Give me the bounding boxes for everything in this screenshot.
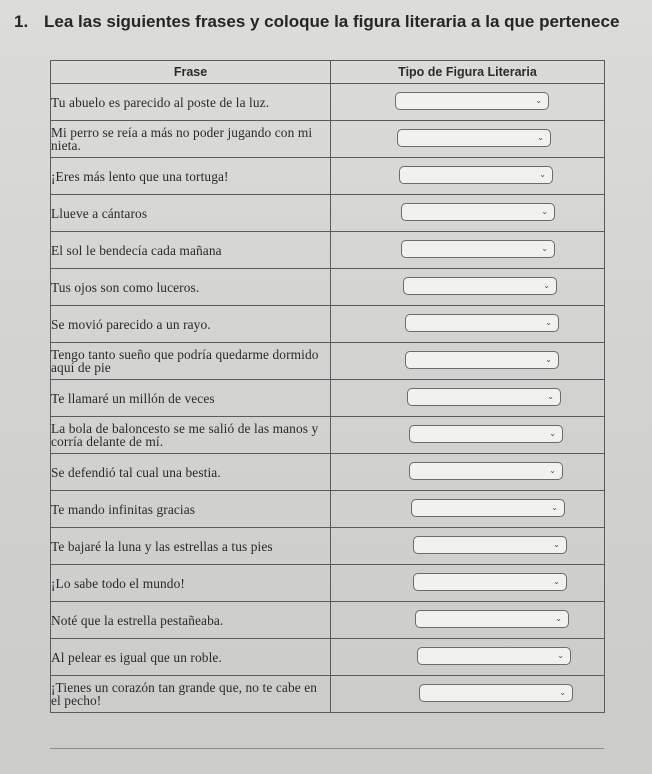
phrase-cell: Te bajaré la luna y las estrellas a tus pies [51, 528, 331, 565]
chevron-down-icon: ⌄ [541, 207, 548, 216]
header-phrase: Frase [51, 61, 331, 84]
figure-type-select[interactable] [419, 684, 573, 702]
phrase-cell: Se defendió tal cual una bestia. [51, 454, 331, 491]
table-row [51, 195, 605, 232]
figure-type-select[interactable] [411, 499, 565, 517]
figure-type-cell [331, 602, 605, 639]
phrase-cell: ¡Eres más lento que una tortuga! [51, 158, 331, 195]
table-row [51, 306, 605, 343]
question-heading [14, 12, 644, 32]
figure-type-cell [331, 195, 605, 232]
table-row [51, 602, 605, 639]
table-row [51, 84, 605, 121]
chevron-down-icon: ⌄ [537, 133, 544, 142]
figure-type-cell [331, 380, 605, 417]
table-row [51, 121, 605, 158]
figure-type-cell [331, 528, 605, 565]
chevron-down-icon: ⌄ [557, 651, 564, 660]
figure-type-select[interactable] [407, 388, 561, 406]
figure-type-cell [331, 491, 605, 528]
header-figure-type: Tipo de Figura Literaria [331, 61, 605, 84]
table-row [51, 528, 605, 565]
table-header-row [51, 61, 605, 84]
chevron-down-icon: ⌄ [553, 540, 560, 549]
phrase-cell: Mi perro se reía a más no poder jugando con mi nieta. [51, 121, 331, 158]
chevron-down-icon: ⌄ [549, 429, 556, 438]
figure-type-cell [331, 454, 605, 491]
figure-type-cell [331, 232, 605, 269]
figure-type-select[interactable] [409, 462, 563, 480]
figure-type-select[interactable] [405, 314, 559, 332]
figure-type-cell [331, 343, 605, 380]
figure-type-select[interactable] [401, 203, 555, 221]
figure-type-cell [331, 158, 605, 195]
figure-type-select[interactable] [403, 277, 557, 295]
chevron-down-icon: ⌄ [559, 688, 566, 697]
figure-type-cell [331, 676, 605, 713]
table-row [51, 269, 605, 306]
table-row [51, 343, 605, 380]
phrase-cell: Tu abuelo es parecido al poste de la luz. [51, 84, 331, 121]
chevron-down-icon: ⌄ [539, 170, 546, 179]
phrase-cell: Te mando infinitas gracias [51, 491, 331, 528]
table-row [51, 158, 605, 195]
chevron-down-icon: ⌄ [553, 577, 560, 586]
phrase-cell: Tus ojos son como luceros. [51, 269, 331, 306]
page-bottom-line [50, 748, 604, 749]
question-number: 1. [14, 12, 29, 31]
table-row [51, 639, 605, 676]
phrase-cell: ¡Lo sabe todo el mundo! [51, 565, 331, 602]
figure-type-cell [331, 565, 605, 602]
figure-type-select[interactable] [395, 92, 549, 110]
phrase-cell: Se movió parecido a un rayo. [51, 306, 331, 343]
chevron-down-icon: ⌄ [551, 503, 558, 512]
chevron-down-icon: ⌄ [541, 244, 548, 253]
figure-type-select[interactable] [413, 536, 567, 554]
figure-type-select[interactable] [417, 647, 571, 665]
figures-table [50, 60, 605, 713]
chevron-down-icon: ⌄ [543, 281, 550, 290]
question-text: Lea las siguientes frases y coloque la figura literaria a la que pertenece [44, 12, 620, 31]
chevron-down-icon: ⌄ [547, 392, 554, 401]
figure-type-cell [331, 417, 605, 454]
figure-type-cell [331, 84, 605, 121]
phrase-cell: Noté que la estrella pestañeaba. [51, 602, 331, 639]
figure-type-cell [331, 269, 605, 306]
table-row [51, 232, 605, 269]
figure-type-select[interactable] [413, 573, 567, 591]
phrase-cell: Tengo tanto sueño que podría quedarme dormido aquí de pie [51, 343, 331, 380]
phrase-cell: El sol le bendecía cada mañana [51, 232, 331, 269]
figure-type-cell [331, 639, 605, 676]
table-row [51, 565, 605, 602]
figure-type-select[interactable] [405, 351, 559, 369]
phrase-cell: Llueve a cántaros [51, 195, 331, 232]
figure-type-cell [331, 121, 605, 158]
phrase-cell: Al pelear es igual que un roble. [51, 639, 331, 676]
table-row [51, 380, 605, 417]
figure-type-select[interactable] [415, 610, 569, 628]
figure-type-select[interactable] [397, 129, 551, 147]
table-row [51, 491, 605, 528]
chevron-down-icon: ⌄ [555, 614, 562, 623]
phrase-cell: La bola de baloncesto se me salió de las manos y corría delante de mí. [51, 417, 331, 454]
table-row [51, 676, 605, 713]
figure-type-select[interactable] [399, 166, 553, 184]
chevron-down-icon: ⌄ [549, 466, 556, 475]
chevron-down-icon: ⌄ [535, 96, 542, 105]
figure-type-select[interactable] [401, 240, 555, 258]
table-row [51, 417, 605, 454]
chevron-down-icon: ⌄ [545, 355, 552, 364]
chevron-down-icon: ⌄ [545, 318, 552, 327]
table-row [51, 454, 605, 491]
figure-type-cell [331, 306, 605, 343]
figure-type-select[interactable] [409, 425, 563, 443]
phrase-cell: Te llamaré un millón de veces [51, 380, 331, 417]
phrase-cell: ¡Tienes un corazón tan grande que, no te cabe en el pecho! [51, 676, 331, 713]
